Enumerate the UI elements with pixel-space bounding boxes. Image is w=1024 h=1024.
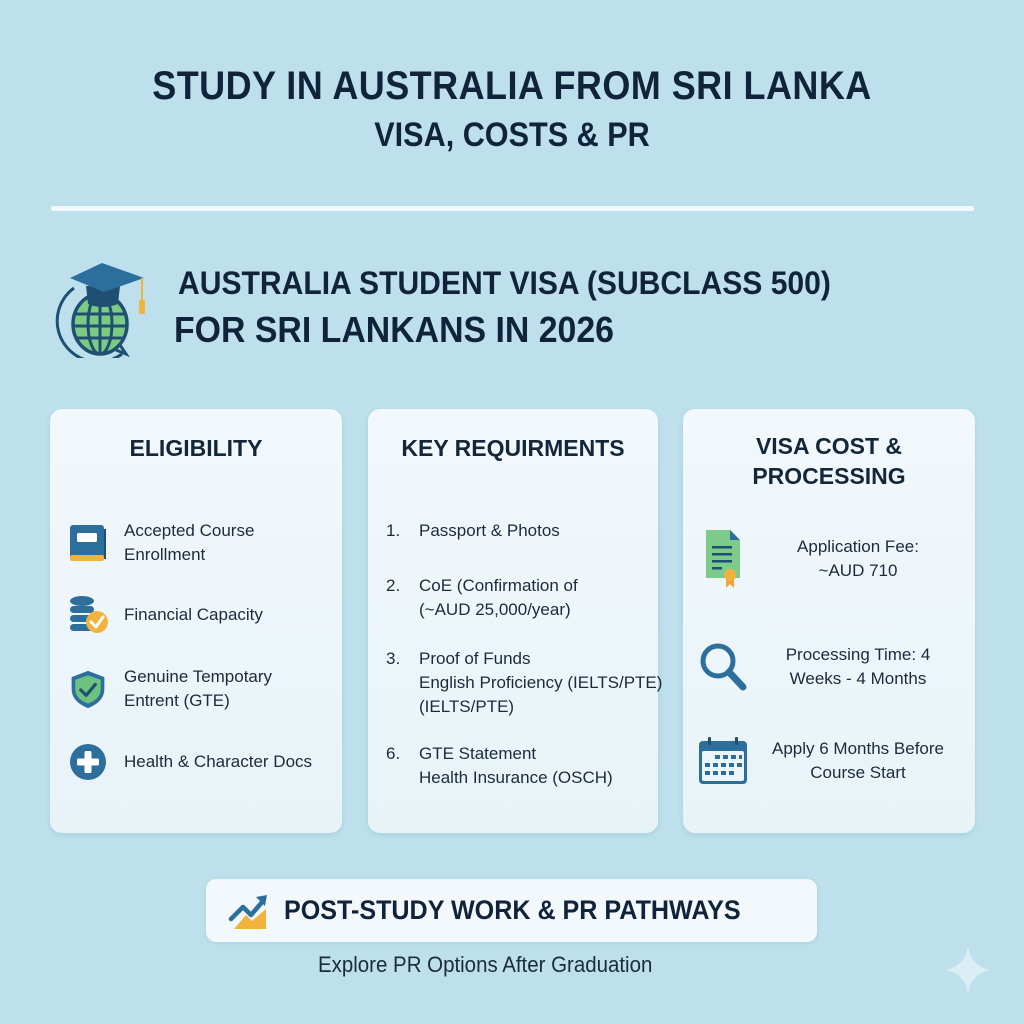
visa-cost-item-processing: [697, 637, 967, 697]
certificate-document-icon: [702, 528, 744, 590]
requirement-item: [386, 742, 613, 790]
hero-title-line1: AUSTRALIA STUDENT VISA (SUBCLASS 500): [178, 265, 831, 301]
visa-cost-card: [683, 409, 975, 833]
visa-cost-item-fee: [697, 529, 967, 589]
plus-circle-icon: [68, 742, 108, 782]
magnifier-icon: [699, 642, 747, 692]
eligibility-title: ELIGIBILITY: [129, 435, 263, 461]
visa-cost-line2: ~AUD 710: [818, 561, 898, 580]
requirements-card: [368, 409, 663, 833]
visa-cost-title-line1: VISA COST &: [755, 433, 903, 459]
eligibility-item-health: [68, 742, 312, 782]
requirement-item: [386, 647, 662, 719]
requirement-item: [386, 519, 560, 543]
shield-check-icon: [68, 669, 108, 709]
visa-cost-line2: Weeks - 4 Months: [789, 669, 927, 688]
eligibility-item-line1: Accepted Course: [124, 521, 255, 540]
pr-pathways-label: POST-STUDY WORK & PR PATHWAYS: [284, 895, 741, 925]
eligibility-item-line1: Financial Capacity: [124, 605, 263, 624]
requirement-line: Proof of Funds: [419, 649, 531, 668]
requirement-item: [386, 574, 578, 622]
visa-cost-line1: Application Fee:: [797, 537, 919, 556]
eligibility-item-gte: [68, 665, 272, 713]
visa-cost-item-apply: [697, 731, 967, 791]
requirement-line: GTE Statement: [419, 744, 537, 763]
requirement-number: 6.: [386, 744, 401, 763]
page-title: STUDY IN AUSTRALIA FROM SRI LANKA: [152, 64, 872, 108]
graduation-globe-icon: [52, 258, 152, 358]
eligibility-card: [50, 409, 342, 833]
page-subtitle: VISA, COSTS & PR: [374, 116, 650, 154]
eligibility-item-line2: Entrent (GTE): [124, 691, 230, 710]
eligibility-item-line2: Enrollment: [124, 545, 206, 564]
requirement-line: (IELTS/PTE): [419, 697, 515, 716]
requirement-line: Health Insurance (OSCH): [419, 768, 613, 787]
requirements-title: KEY REQUIRMENTS: [401, 435, 625, 461]
visa-cost-title: [683, 431, 975, 491]
eligibility-item-line1: Health & Character Docs: [124, 752, 313, 771]
trending-up-chart-icon: [228, 891, 270, 931]
visa-cost-line2: Course Start: [810, 763, 906, 782]
requirement-line: CoE (Confirmation of: [419, 576, 578, 595]
hero-title-line2: FOR SRI LANKANS IN 2026: [174, 309, 615, 350]
pr-pathways-button[interactable]: [206, 879, 817, 942]
requirement-line: English Proficiency (IELTS/PTE): [419, 673, 663, 692]
pr-pathways-subtitle: Explore PR Options After Graduation: [318, 952, 653, 977]
eligibility-item-line1: Genuine Tempotary: [124, 667, 273, 686]
visa-cost-line1: Processing Time: 4: [785, 645, 931, 664]
visa-cost-line1: Apply 6 Months Before: [772, 739, 944, 758]
coins-check-icon: [68, 595, 108, 635]
requirement-number: 3.: [386, 649, 401, 668]
eligibility-item-financial: [68, 595, 263, 635]
book-icon: [68, 523, 108, 563]
visa-cost-title-line2: PROCESSING: [752, 463, 906, 489]
eligibility-item-course: [68, 519, 254, 567]
calendar-icon: [697, 736, 749, 786]
requirement-line: (~AUD 25,000/year): [419, 600, 571, 619]
sparkle-icon: [944, 944, 992, 996]
requirement-number: 2.: [386, 576, 401, 595]
header-divider: [51, 206, 974, 211]
requirement-number: 1.: [386, 521, 401, 540]
requirement-line: Passport & Photos: [419, 521, 560, 540]
